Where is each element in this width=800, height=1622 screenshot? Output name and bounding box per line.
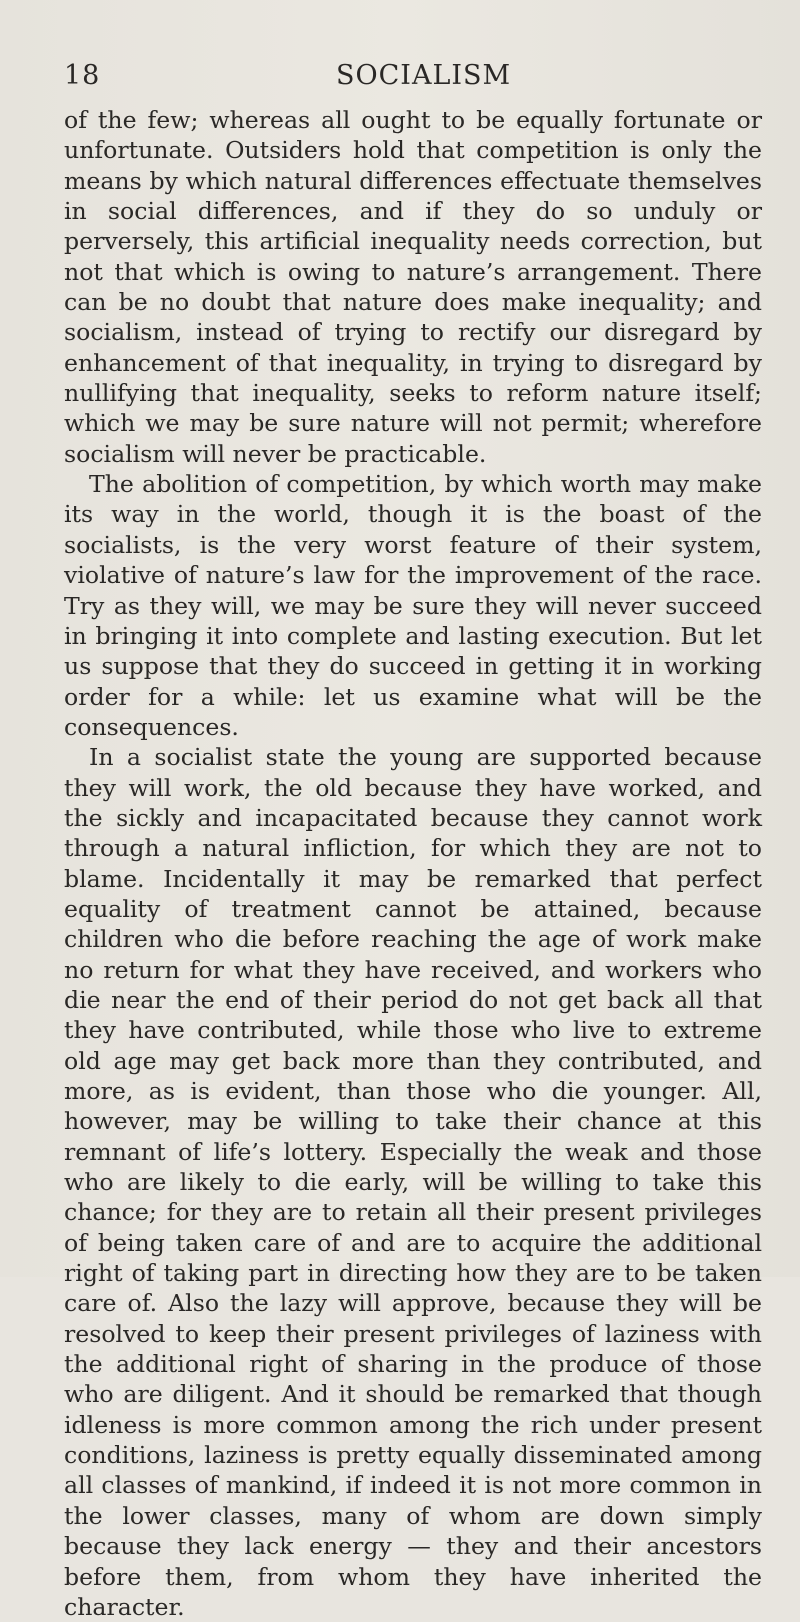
page-number: 18: [64, 60, 101, 91]
paragraph-3: In a socialist state the young are supported because they will work, the old because they have worked, and the sickly and incapacitated because they cannot work through a natural infliction, for which they are not to blame. Incidentally it may be remarked that perfect equality of treatment cannot be attained, because children who die before reaching the age of work make no return for what they have received, and workers who die near the end of their period do not get back all that they have contributed, while those who live to extreme old age may get back more than they contributed, and more, as is evident, than those who die younger. All, however, may be willing to take their chance at this remnant of life’s lottery. Especially the weak and those who are likely to die early, will be willing to take this chance; for they are to retain all their present privileges of being taken care of and are to acquire the additional right of taking part in directing how they are to be taken care of. Also the lazy will approve, because they will be resolved to keep their present privileges of laziness with the additional right of sharing in the produce of those who are diligent. And it should be remarked that though idleness is more common among the rich under present conditions, laziness is pretty equally disseminated among all classes of mankind, if indeed it is not more common in the lower classes, many of whom are down simply because they lack energy — they and their ancestors before them, from whom they have inherited the character.: [64, 743, 762, 1621]
paragraph-2: The abolition of competition, by which worth may make its way in the world, though it is the boast of the socialists, is the very worst feature of their system, violative of nature’s law for the improvement of the race. Try as they will, we may be sure they will never succeed in bringing it into complete and lasting execution. But let us suppose that they do succeed in getting it in working order for a while: let us examine what will be the consequences.: [64, 470, 762, 741]
running-title: SOCIALISM: [336, 60, 512, 91]
paragraph-1: of the few; whereas all ought to be equally fortunate or unfortunate. Outsiders hold that competition is only the means by which natural differences effectuate themselves in social differences, and if they do so unduly or perversely, this artificial inequality needs correction, but not that which is owing to nature’s arrangement. There can be no doubt that nature does make inequality; and socialism, instead of trying to rectify our disregard by enhancement of that inequality, in trying to disregard by nullifying that inequality, seeks to reform nature itself; which we may be sure nature will not permit; wherefore socialism will never be practicable.: [64, 106, 762, 468]
body-text: [64, 105, 762, 1622]
page-header: [64, 60, 760, 100]
